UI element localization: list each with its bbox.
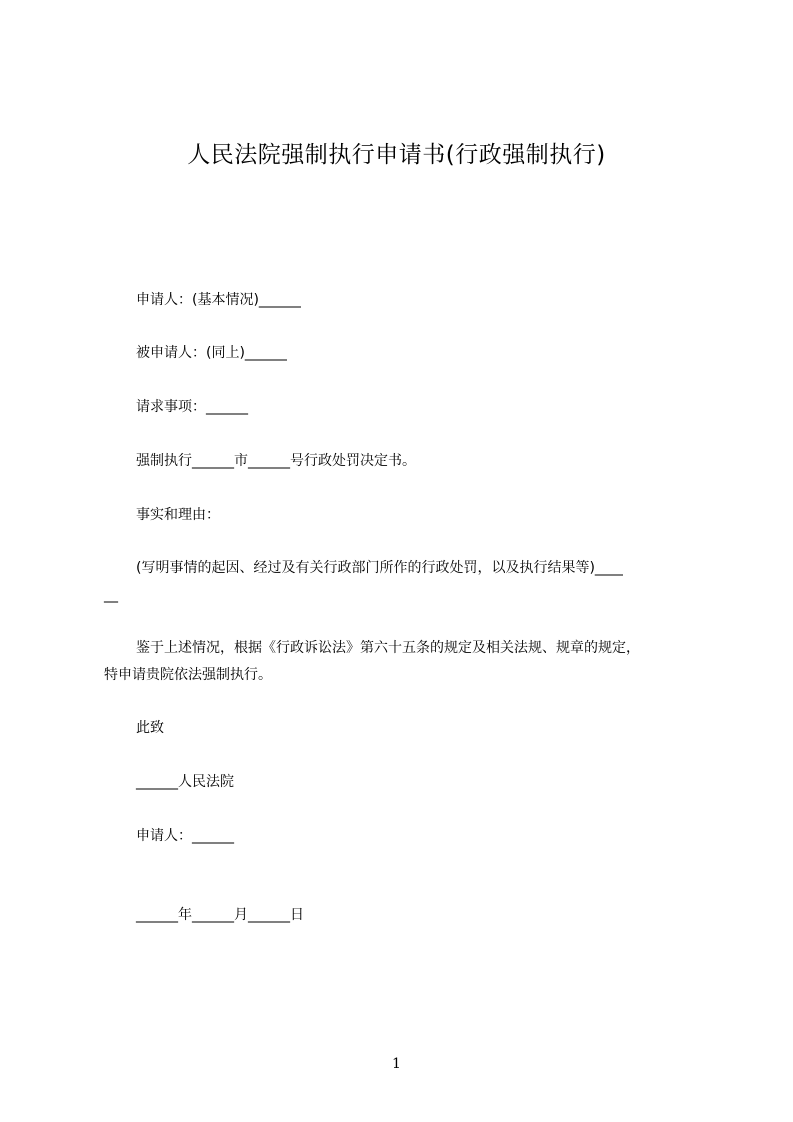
facts-heading: 事实和理由： xyxy=(136,507,220,523)
request-items-line: 请求事项：______ xyxy=(136,399,248,415)
facts-description-line-2: __ xyxy=(104,587,118,603)
document-title: 人民法院强制执行申请书(行政强制执行) xyxy=(187,142,606,168)
enforcement-line: 强制执行______市______号行政处罚决定书。 xyxy=(136,453,416,469)
court-line: ______人民法院 xyxy=(136,774,234,790)
page-number: 1 xyxy=(392,1056,401,1072)
date-line: ______年______月______日 xyxy=(136,907,304,923)
respondent-line: 被申请人：(同上)______ xyxy=(136,345,287,361)
legal-basis-line-2: 特申请贵院依法强制执行。 xyxy=(104,667,272,683)
legal-basis-line-1: 鉴于上述情况，根据《行政诉讼法》第六十五条的规定及相关法规、规章的规定， xyxy=(136,640,640,656)
applicant-line: 申请人：(基本情况)______ xyxy=(136,292,301,308)
salutation: 此致 xyxy=(136,720,164,736)
facts-description-line-1: (写明事情的起因、经过及有关行政部门所作的行政处罚，以及执行结果等)____ xyxy=(136,560,623,576)
signature-line: 申请人：______ xyxy=(136,828,234,844)
